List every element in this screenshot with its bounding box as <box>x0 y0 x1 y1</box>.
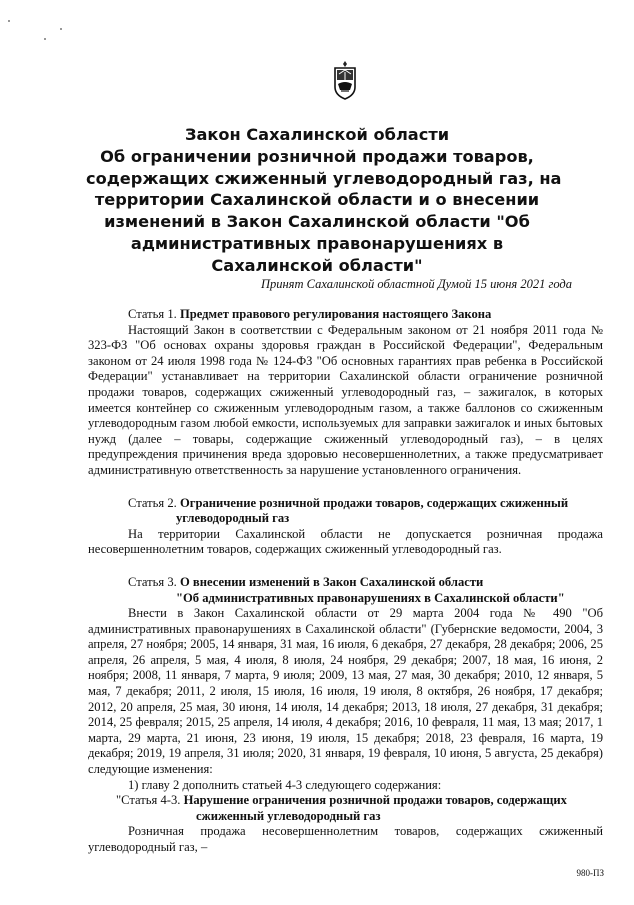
article-1-text: Настоящий Закон в соответствии с Федеральным законом от 21 ноября 2011 года № 323-ФЗ "Об основах охраны здоровья граждан в Российской Федерации", Федеральным законом от 24 июля 1998 года № 124-ФЗ "Об основных гарантиях прав ребенка в Российской Федерации" устанавливает на территории Сахалинской области ограничение розничной продажи товаров, содержащих сжиженный углеводородный газ, – зажигалок, в которых имеется контейнер со сжиженным углеводородным газом, а также баллонов со сжиженным углеводородным газом любой емкости, используемых для заправки зажигалок и иных бытовых нужд (далее – товары, содержащие сжиженный углеводородный газ), – в целях предупреждения причинения вреда здоровью несовершеннолетних, а также предусматривает административную ответственность за нарушение установленного ограничения. <box>88 322 603 477</box>
title-line: изменений в Закон Сахалинской области "Об <box>104 212 530 232</box>
article-4-3-title-cont: сжиженный углеводородный газ <box>196 808 381 823</box>
article-1-label: Статья 1. <box>128 307 177 321</box>
article-4-3-text: Розничная продажа несовершеннолетним товаров, содержащих сжиженный углеводородный газ, – <box>88 824 603 854</box>
article-3-title-cont: "Об административных правонарушениях в Сахалинской области" <box>176 590 565 605</box>
document-code: 980-ПЗ <box>576 868 604 878</box>
coat-of-arms-icon <box>332 60 358 100</box>
adoption-note: Принят Сахалинской областной Думой 15 июня 2021 года <box>260 277 572 291</box>
article-3-title: О внесении изменений в Закон Сахалинской области <box>179 574 484 589</box>
title-line: Сахалинской области" <box>211 255 423 275</box>
article-4-3-heading <box>88 793 603 809</box>
title-line: Об ограничении розничной продажи товаров, <box>100 146 534 166</box>
article-2-title-cont: углеводородный газ <box>176 511 290 526</box>
title-line: Закон Сахалинской области <box>184 125 450 144</box>
article-4-3-label: "Статья 4-3. <box>116 793 181 808</box>
title-line: территории Сахалинской области и о внесении <box>94 190 540 210</box>
article-3-label: Статья 3. <box>128 574 177 589</box>
document-body <box>88 307 603 856</box>
title-line: содержащих сжиженный углеводородный газ, на <box>86 168 562 188</box>
article-1-heading <box>88 307 603 323</box>
article-3-heading <box>88 575 603 591</box>
document-title <box>86 124 562 277</box>
article-2-label: Статья 2. <box>128 495 177 510</box>
article-3-item-1: 1) главу 2 дополнить статьей 4-3 следующего содержания: <box>128 777 442 792</box>
article-1-title: Предмет правового регулирования настоящего Закона <box>179 307 492 321</box>
article-4-3-title: Нарушение ограничения розничной продажи товаров, содержащих <box>183 793 567 808</box>
article-3-text: Внести в Закон Сахалинской области от 29 марта 2004 года № 490 "Об административных правонарушениях в Сахалинской области" (Губернские ведомости, 2004, 3 апреля, 27 ноября; 2005, 14 января, 31 мая, 16 июля, 6 декабря, 27 декабря, 28 декабря; 2006, 25 апреля, 26 апреля, 5 мая, 4 июля, 8 июля, 24 ноября, 29 декабря; 2007, 18 мая, 16 июня, 2 ноября; 2008, 11 января, 7 марта, 9 июля; 2009, 13 мая, 27 мая, 30 декабря; 2010, 12 января, 5 мая, 7 декабря; 2011, 2 июля, 15 июля, 16 июля, 19 июля, 8 октября, 26 ноября, 17 декабря; 2012, 20 апреля, 25 мая, 30 июня, 14 июля, 14 декабря; 2013, 18 июля, 27 декабря, 31 декабря; 2014, 25 февраля; 2015, 25 апреля, 14 июля, 4 декабря; 2016, 10 февраля, 11 мая, 13 мая; 2017, 1 марта, 29 марта, 21 июня, 23 июня, 19 июля, 15 декабря; 2018, 23 февраля, 16 марта, 19 декабря; 2019, 19 апреля, 31 июля; 2020, 31 января, 19 февраля, 10 июня, 5 августа, 25 декабря) следующие изменения: <box>88 606 603 777</box>
title-line: административных правонарушениях в <box>130 233 504 253</box>
article-2-text: На территории Сахалинской области не допускается розничная продажа несовершеннолетним товаров, содержащих сжиженный углеводородный газ. <box>88 526 603 557</box>
article-2-heading <box>88 496 603 512</box>
article-2-title: Ограничение розничной продажи товаров, содержащих сжиженный <box>179 495 569 510</box>
